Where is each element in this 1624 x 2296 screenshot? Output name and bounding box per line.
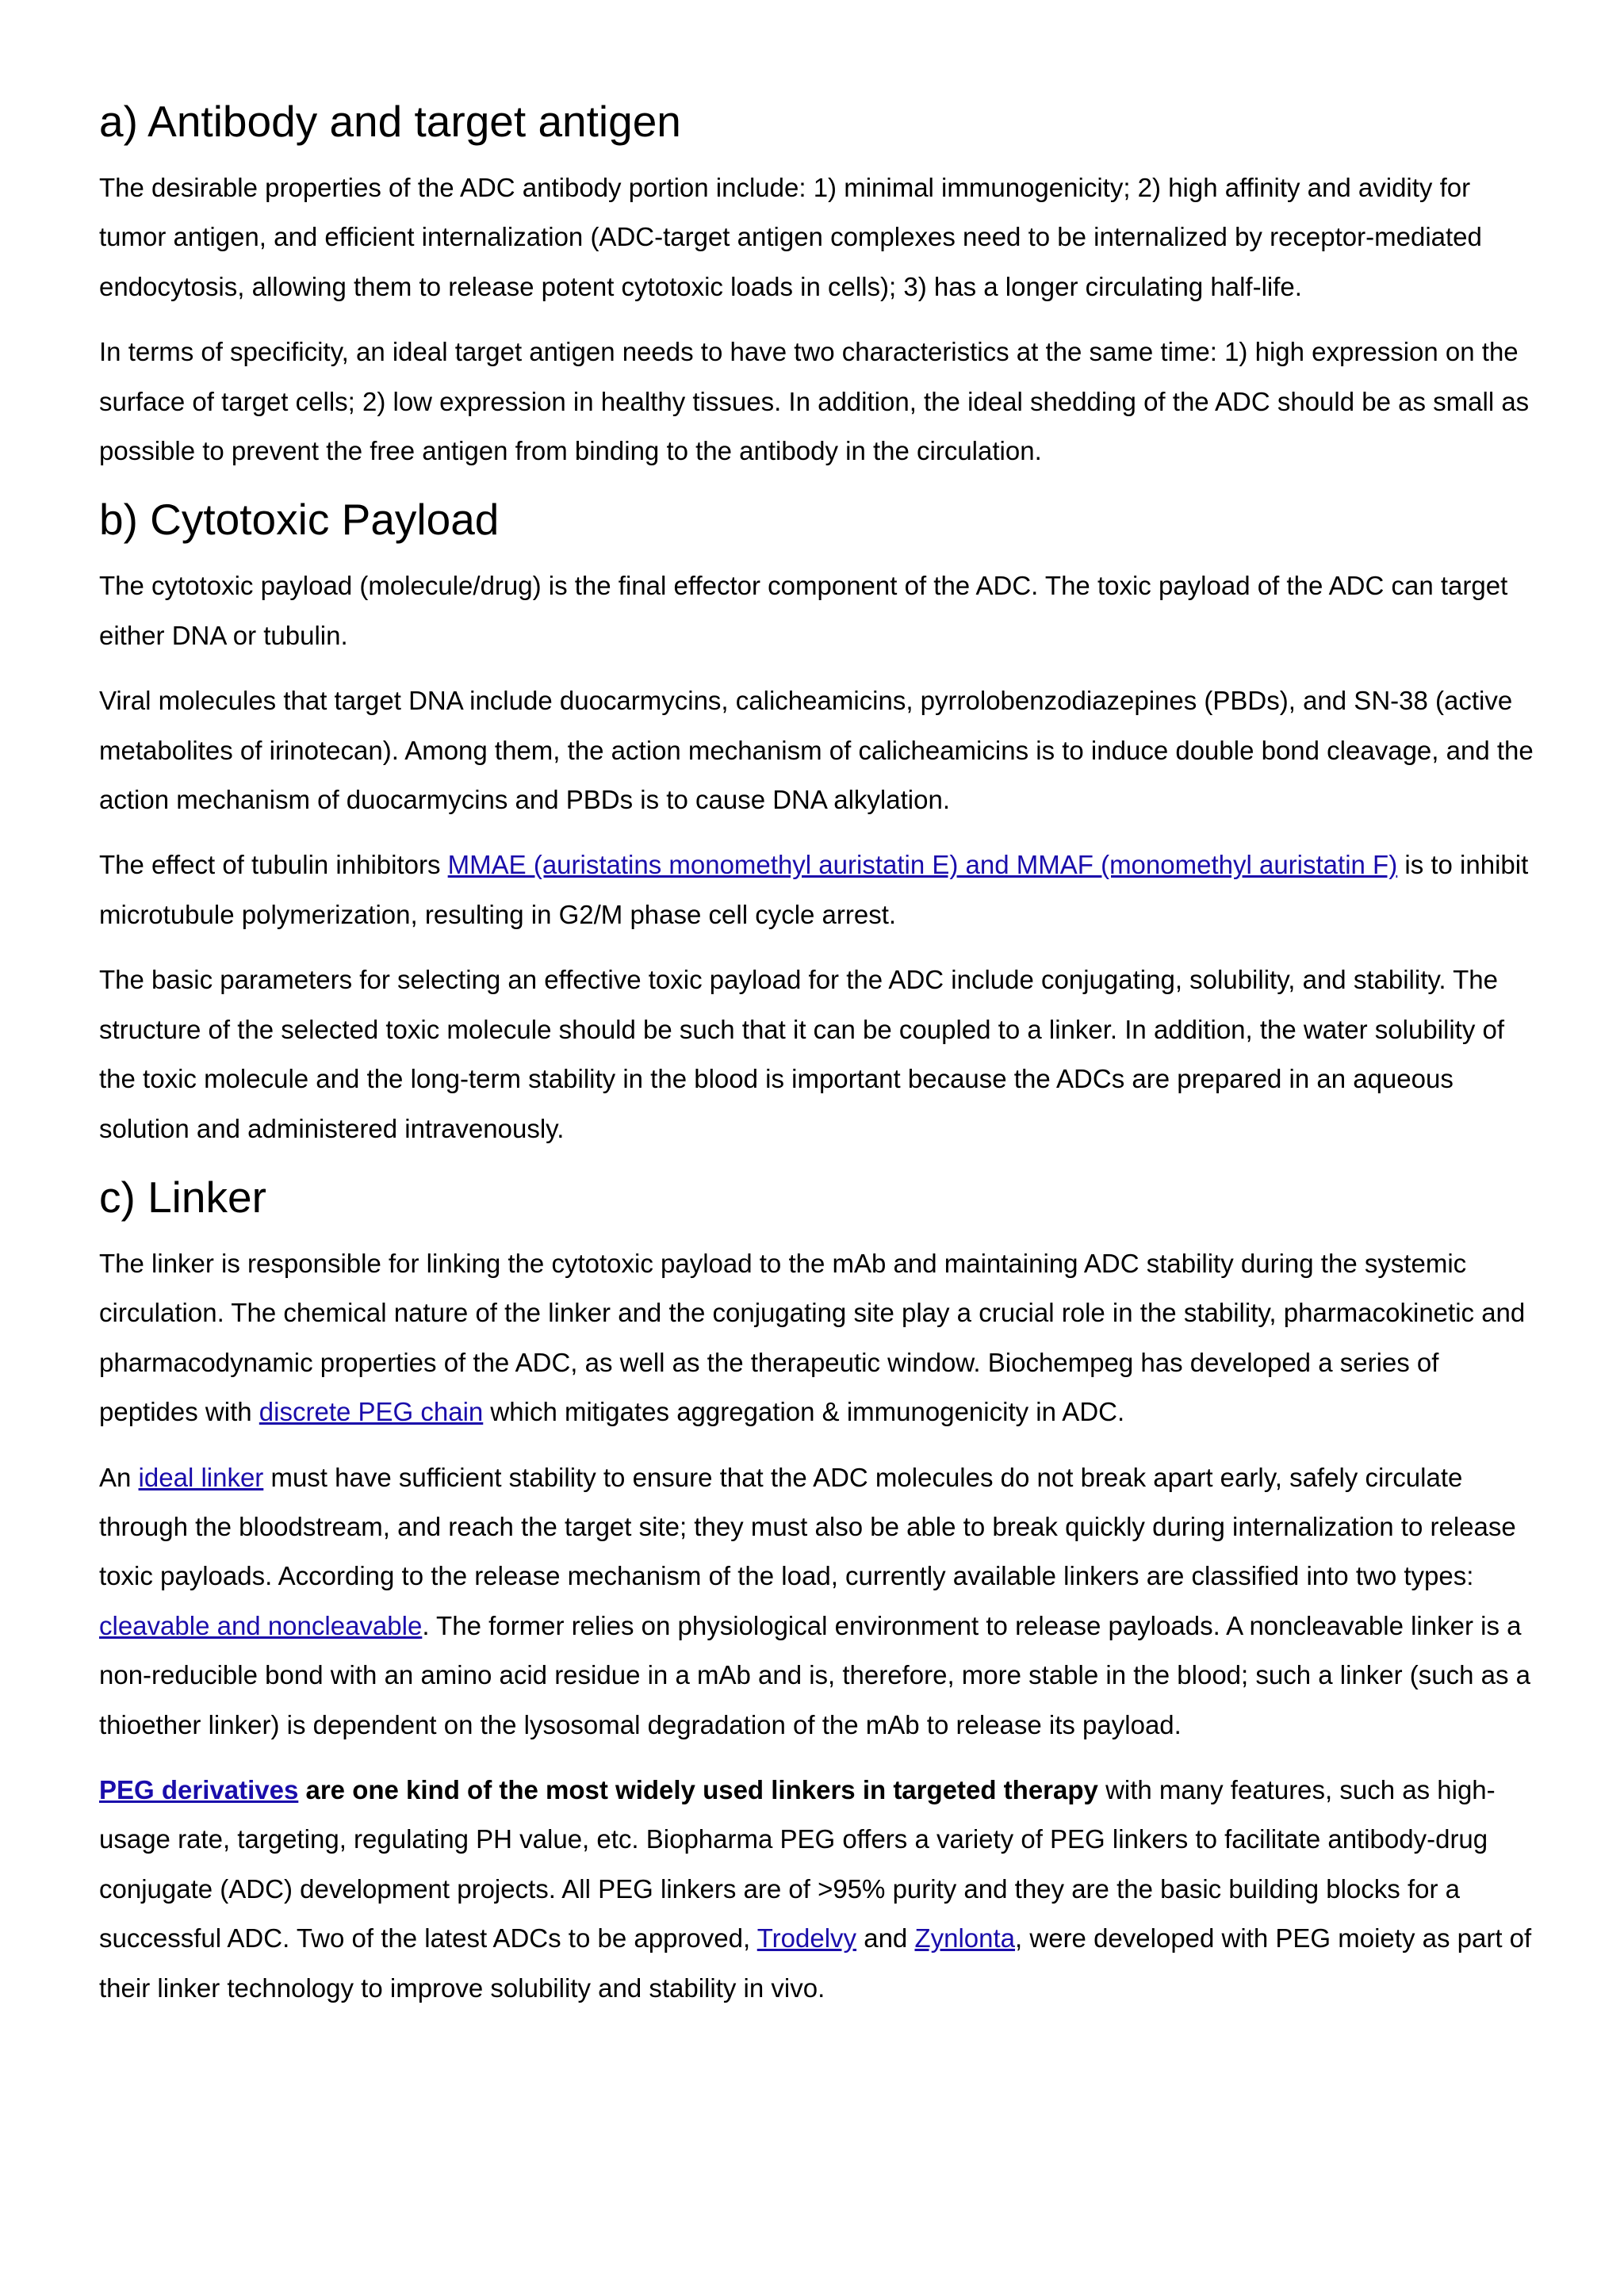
section-b-paragraph-1: The cytotoxic payload (molecule/drug) is the final effector component of the ADC. The toxic payload of the ADC can target either DNA or tubulin. <box>99 571 1508 650</box>
section-c-p3-text-mid: with many features, such as high-usage rate, targeting, regulating PH value, etc. Biopharma PEG offers a variety of PEG linkers to facilitate antibody-drug conjugate (ADC) development projects. All PEG linkers are of >95% purity and they are the basic building blocks for a successful ADC. Two of the latest ADCs to be approved, <box>99 1774 1496 1954</box>
trodelvy-link[interactable]: Trodelvy <box>756 1923 857 1954</box>
section-b-paragraph-2: Viral molecules that target DNA include duocarmycins, calicheamicins, pyrrolobenzodiazepines (PBDs), and SN-38 (active metabolites of irinotecan). Among them, the action mechanism of calicheamicins is to induce double bond cleavage, and the action mechanism of duocarmycins and PBDs is to cause DNA alkylation. <box>99 686 1534 815</box>
section-linker <box>99 1169 1537 2013</box>
section-c-p3-text-after: , were developed with PEG moiety as part of their linker technology to improve solubility and stability in vivo. <box>99 1923 1532 2003</box>
section-c-p2-text-after: . The former relies on physiological environment to release payloads. A noncleavable linker is a non-reducible bond with an amino acid residue in a mAb and is, therefore, more stable in the blood; such a linker (such as a thioether linker) is dependent on the lysosomal degradation of the mAb to release its payload. <box>99 1610 1531 1739</box>
section-c-p2-text-before: An <box>99 1462 139 1492</box>
discrete-peg-chain-link[interactable]: discrete PEG chain <box>259 1397 484 1427</box>
section-b-paragraph-4: The basic parameters for selecting an effective toxic payload for the ADC include conjugating, solubility, and stability. The structure of the selected toxic molecule should be such that it can be coupled to a linker. In addition, the water solubility of the toxic molecule and the long-term stability in the blood is important because the ADCs are prepared in an aqueous solution and administered intravenously. <box>99 965 1505 1143</box>
zynlonta-link[interactable]: Zynlonta <box>914 1923 1016 1954</box>
section-antibody-target-antigen <box>99 94 1537 476</box>
section-c-p2-text-mid: must have sufficient stability to ensure that the ADC molecules do not break apart early, safely circulate through the bloodstream, and reach the target site; they must also be able to break quickly during internalization to release toxic payloads. According to the release mechanism of the load, currently available linkers are classified into two types: <box>99 1462 1516 1591</box>
section-c-paragraph-2 <box>99 1453 1537 1750</box>
section-b-heading: b) Cytotoxic Payload <box>99 495 500 545</box>
mmae-mmaf-link[interactable]: MMAE (auristatins monomethyl auristatin E) and MMAF (monomethyl auristatin F) <box>447 850 1398 880</box>
section-c-p1-text-before: The linker is responsible for linking the cytotoxic payload to the mAb and maintaining ADC stability during the systemic circulation. The chemical nature of the linker and the conjugating site play a crucial role in the stability, pharmacokinetic and pharmacodynamic properties of the ADC, as well as the therapeutic window. Biochempeg has developed a series of peptides with <box>99 1248 1526 1427</box>
section-b-paragraph-3 <box>99 840 1537 939</box>
section-c-paragraph-1 <box>99 1239 1537 1437</box>
section-c-p3-bold-text: are one kind of the most widely used linkers in targeted therapy <box>298 1774 1098 1804</box>
section-c-p3-text-and: and <box>856 1923 915 1954</box>
section-a-heading: a) Antibody and target antigen <box>99 97 681 146</box>
ideal-linker-link[interactable]: ideal linker <box>138 1462 264 1492</box>
section-c-p1-text-after: which mitigates aggregation & immunogenicity in ADC. <box>483 1397 1125 1427</box>
section-b-p3-text-before: The effect of tubulin inhibitors <box>99 850 448 880</box>
section-a-paragraph-2: In terms of specificity, an ideal target antigen needs to have two characteristics at the same time: 1) high expression on the surface of target cells; 2) low expression in healthy tissues. In addition, the ideal shedding of the ADC should be as small as possible to prevent the free antigen from binding to the antibody in the circulation. <box>99 337 1530 466</box>
section-cytotoxic-payload <box>99 492 1537 1153</box>
cleavable-noncleavable-link[interactable]: cleavable and noncleavable <box>99 1610 423 1640</box>
section-a-paragraph-1: The desirable properties of the ADC antibody portion include: 1) minimal immunogenicity; 2) high affinity and avidity for tumor antigen, and efficient internalization (ADC-target antigen complexes need to be internalized by receptor-mediated endocytosis, allowing them to release potent cytotoxic loads in cells); 3) has a longer circulating half-life. <box>99 173 1482 301</box>
peg-derivatives-link[interactable]: PEG derivatives <box>99 1774 299 1804</box>
section-c-heading: c) Linker <box>99 1172 266 1222</box>
section-b-p3-text-after: is to inhibit microtubule polymerization, resulting in G2/M phase cell cycle arrest. <box>99 850 1529 929</box>
section-c-paragraph-3 <box>99 1766 1537 2013</box>
